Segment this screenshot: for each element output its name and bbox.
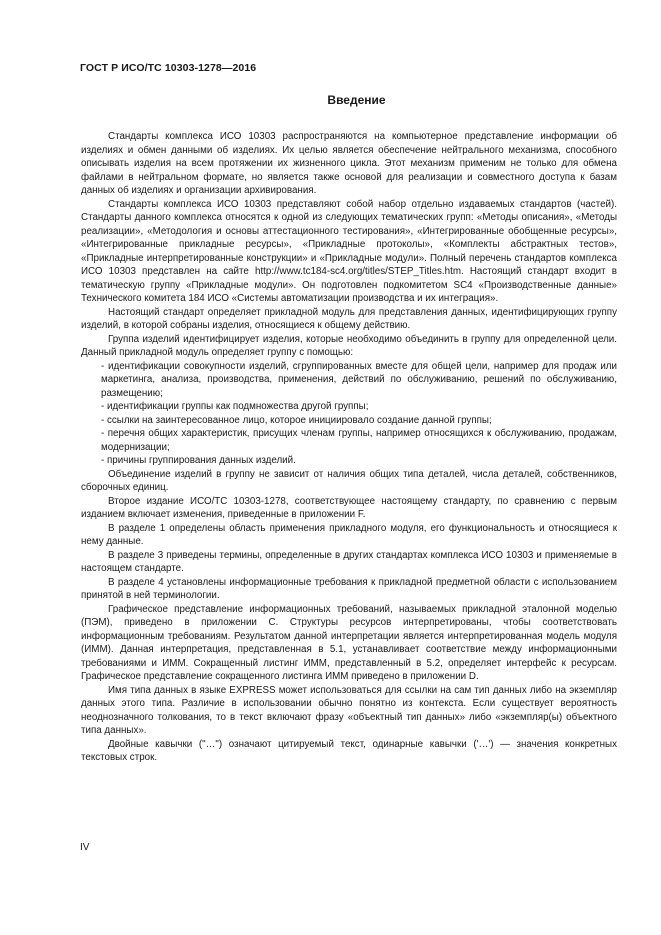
paragraph: Стандарты комплекса ИСО 10303 представляют собой набор отдельно издаваемых стандартов (частей). Стандарты данного комплекса относятся к одной из следующих тематических групп: «Методы описания», «Методы реализации», «Методология и основы аттестационного тестирования», «Интегрированные обобщенные ресурсы», «Интегрированные прикладные ресурсы», «Прикладные протоколы», «Комплекты абстрактных тестов», «Прикладные интерпретированные конструкции» и «Прикладные модули». Полный перечень стандартов комплекса ИСО 10303 представлен на сайте http://www.tc184-sc4.org/titles/STEP_Titles.htm. Настоящий стандарт входит в тематическую группу «Прикладные модули». Он подготовлен подкомитетом SC4 «Производственные данные» Технического комитета 184 ИСО «Системы автоматизации производства и их интеграция». [81,198,617,304]
document-body [81,130,617,765]
list-item: - ссылки на заинтересованное лицо, которое инициировало создание данной группы; [101,414,492,426]
document-header: ГОСТ Р ИСО/ТС 10303-1278—2016 [80,62,257,74]
paragraph: Настоящий стандарт определяет прикладной модуль для представления данных, идентифицирующих группу изделий, в которой собраны изделия, относящиеся к общему действию. [81,306,617,331]
list-item: - идентификации группы как подмножества другой группы; [101,401,369,412]
paragraph: Группа изделий идентифицирует изделия, которые необходимо объединить в группу для определенной цели. Данный прикладной модуль определяет группу с помощью: [81,333,617,358]
paragraph: В разделе 1 определены область применения прикладного модуля, его функциональность и относящиеся к нему данные. [81,522,617,547]
paragraph: В разделе 3 приведены термины, определенные в других стандартах комплекса ИСО 10303 и применяемые в настоящем стандарте. [81,549,617,574]
paragraph: Стандарты комплекса ИСО 10303 распространяются на компьютерное представление информации об изделиях и обмен данными об изделиях. Их целью является обеспечение нейтрального механизма, способного описывать изделия на всем протяжении их жизненного цикла. Этот механизм применим не только для обмена файлами в нейтральном формате, но является также основой для реализации и совместного доступа к базам данных об изделиях и организации архивирования. [81,131,617,196]
page-number: IV [80,842,90,853]
list-item: - причины группирования данных изделий. [101,455,296,466]
paragraph: Двойные кавычки ("…") означают цитируемый текст, одинарные кавычки ('…') — значения конкретных текстовых строк. [81,738,617,763]
paragraph: Имя типа данных в языке EXPRESS может использоваться для ссылки на сам тип данных либо на экземпляр данных этого типа. Различие в использовании обычно понятно из контекста. Если существует вероятность неоднозначного толкования, то в текст включают фразу «объектный тип данных» либо «экземпляр(ы) объектного типа данных». [81,684,617,736]
paragraph: Графическое представление информационных требований, называемых прикладной эталонной моделью (ПЭМ), приведено в приложении С. Структуры ресурсов интерпретированы, чтобы соответствовать информационным требованиям. Результатом данной интерпретации является интерпретированная модель модуля (ИММ). Данная интерпретация, представленная в 5.1, устанавливает соответствие между информационными требованиями и ИММ. Сокращенный листинг ИММ, представленный в 5.2, определяет интерфейс к ресурсам. Графическое представление сокращенного листинга ИММ приведено в приложении D. [81,603,617,682]
paragraph: Объединение изделий в группу не зависит от наличия общих типа деталей, числа деталей, собственников, сборочных единиц. [81,468,617,493]
paragraph: В разделе 4 установлены информационные требования к прикладной предметной области с использованием принятой в ней терминологии. [81,576,617,601]
list-item: - идентификации совокупности изделий, сгруппированных вместе для общей цели, например для продаж или маркетинга, анализа, производства, применения, действий по обслуживанию, решений по обслуживанию, размещению; [101,360,617,399]
section-title: Введение [327,93,386,107]
list-item: - перечня общих характеристик, присущих членам группы, например относящихся к обслуживанию, продажам, модернизации; [101,428,617,453]
paragraph: Второе издание ИСО/ТС 10303-1278, соответствующее настоящему стандарту, по сравнению с первым изданием включает изменения, приведенные в приложении F. [81,495,617,520]
